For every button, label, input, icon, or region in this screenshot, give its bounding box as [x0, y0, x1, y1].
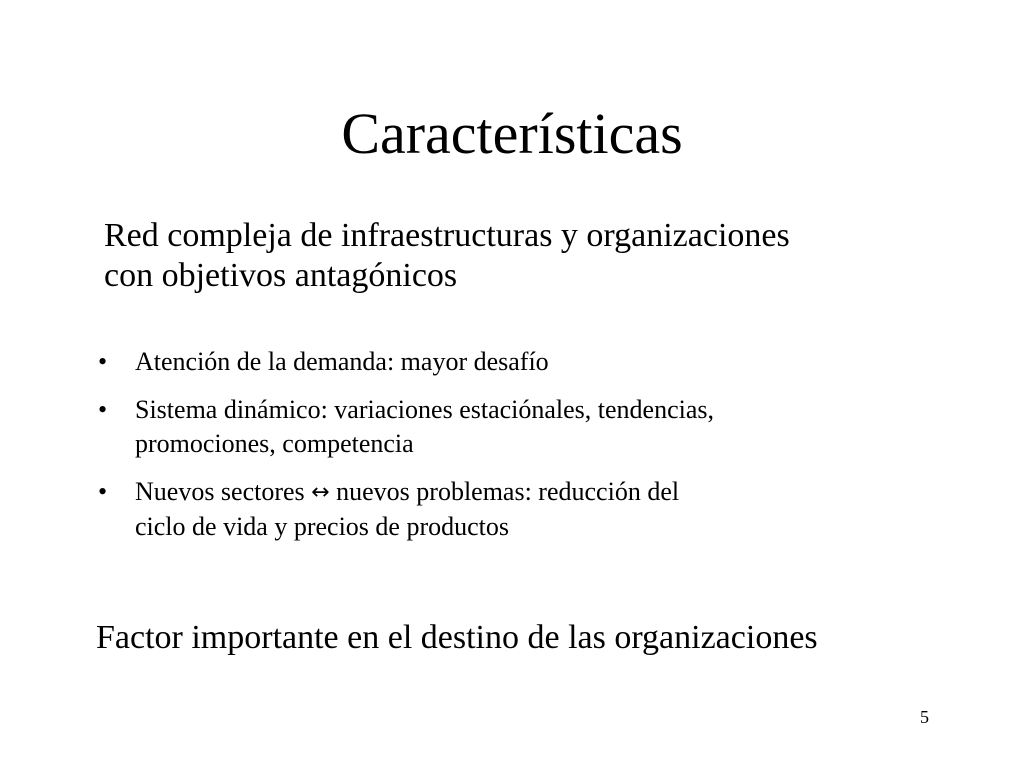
bullet-text: ciclo de vida y precios de productos	[135, 512, 509, 541]
bullet-dot: •	[98, 347, 108, 376]
page-number: 5	[920, 707, 929, 727]
bullet-item	[98, 393, 978, 461]
bullet-dot: •	[98, 395, 108, 424]
bullet-text: Nuevos sectores	[135, 477, 312, 506]
bullet-text: nuevos problemas: reducción del	[329, 477, 680, 506]
bullet-item	[98, 345, 978, 379]
bullet-dot: •	[98, 477, 108, 506]
bullet-text: Atención de la demanda: mayor desafío	[135, 347, 549, 376]
subtitle-line: Red compleja de infraestructuras y organizaciones	[104, 217, 790, 254]
closing-statement: Factor importante en el destino de las organizaciones	[96, 619, 818, 656]
bullet-item	[98, 475, 978, 544]
slide-subtitle	[104, 216, 964, 296]
bullet-text: promociones, competencia	[135, 429, 414, 458]
bullet-list	[98, 345, 978, 558]
bullet-text: Sistema dinámico: variaciones estaciónales, tendencias,	[135, 395, 715, 424]
bullet-text-line	[135, 475, 978, 510]
subtitle-line: con objetivos antagónicos	[104, 257, 458, 294]
slide-title: Características	[341, 101, 683, 166]
left-right-arrow-icon: ↔	[311, 480, 330, 505]
